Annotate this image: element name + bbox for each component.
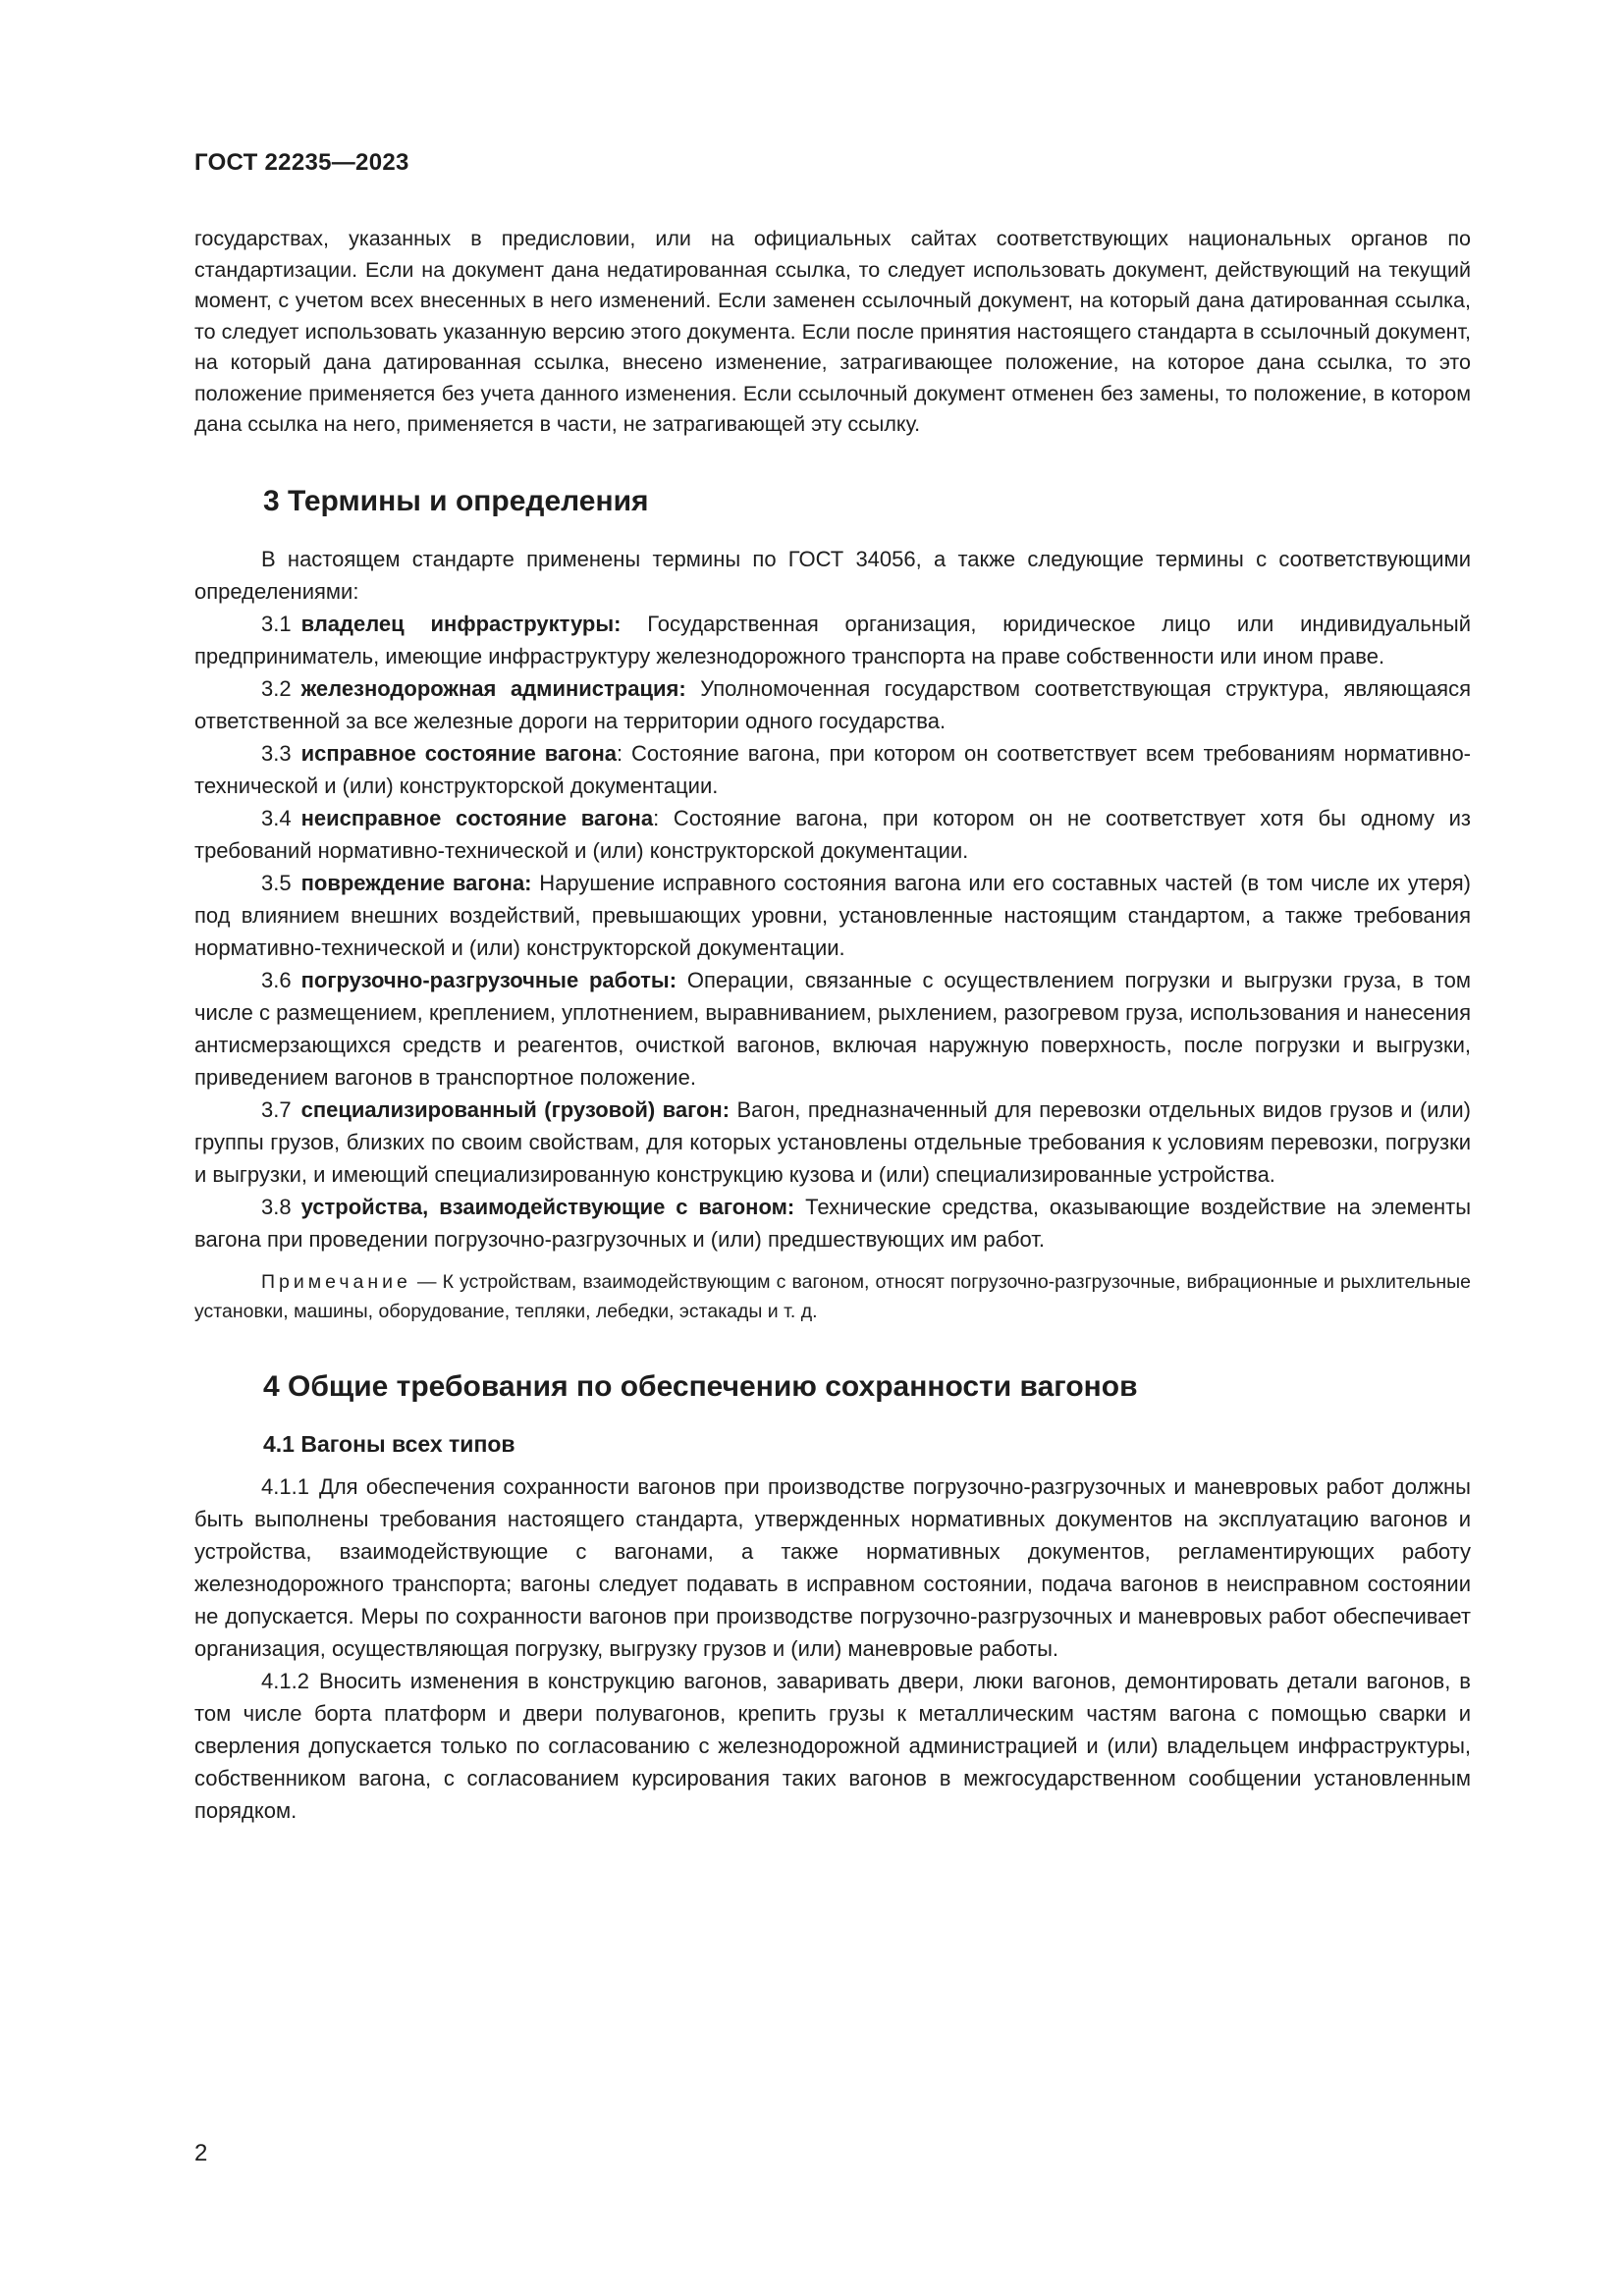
paragraph-4-1-1 xyxy=(194,1470,1471,1665)
page-number: 2 xyxy=(194,2140,208,2166)
term-definition: : Состояние вагона, при котором он соответствует всем требованиям нормативно-технической и (или) конструкторской документации. xyxy=(194,740,1472,798)
term-name: железнодорожная администрация: xyxy=(300,675,686,701)
term-3-7 xyxy=(194,1094,1471,1191)
section-4-title: 4 Общие требования по обеспечению сохранности вагонов xyxy=(263,1369,1138,1403)
paragraph-text: Для обеспечения сохранности вагонов при производстве погрузочно-разгрузочных и маневровых работ должны быть выполнены требования настоящего стандарта, утвержденных нормативных документов на эксплуатацию вагонов и устройства, взаимодействующие с вагонами, а также нормативных документов, регламентирующих работу железнодорожного транспорта; вагоны следует подавать в исправном состоянии, подача вагонов в неисправном состоянии не допускается. Меры по сохранности вагонов при производстве погрузочно-разгрузочных и маневровых работ обеспечивает организация, осуществляющая погрузку, выгрузку грузов и (или) маневровые работы. xyxy=(194,1473,1471,1661)
section-3-title: 3 Термины и определения xyxy=(263,484,649,517)
term-definition: Уполномоченная государством соответствующая структура, являющаяся ответственной за все железные дороги на территории одного государства. xyxy=(194,675,1472,733)
paragraph-number: 4.1.2 xyxy=(261,1668,309,1693)
section-3-lead: В настоящем стандарте применены термины по ГОСТ 34056, а также следующие термины с соответствующими определениями: xyxy=(194,546,1471,604)
term-name: специализированный (грузовой) вагон: xyxy=(300,1096,731,1122)
term-name: повреждение вагона: xyxy=(300,870,532,895)
paragraph-4-1-2 xyxy=(194,1665,1471,1827)
term-number: 3.1 xyxy=(261,611,292,636)
term-name: владелец инфраструктуры: xyxy=(300,611,622,636)
term-3-6 xyxy=(194,964,1471,1094)
term-number: 3.6 xyxy=(261,967,292,992)
intro-paragraph: государствах, указанных в предисловии, или на официальных сайтах соответствующих национальных органов по стандартизации. Если на документ дана недатированная ссылка, то следует использовать документ, действующий на текущий момент, с учетом всех внесенных в него изменений. Если заменен ссылочный документ, на который дана датированная ссылка, то следует использовать указанную версию этого документа. Если после принятия настоящего стандарта в ссылочный документ, на который дана датированная ссылка, внесено изменение, затрагивающее положение, на которое дана ссылка, то это положение применяется без учета данного изменения. Если ссылочный документ отменен без замены, то положение, в котором дана ссылка на него, применяется в части, не затрагивающей эту ссылку. xyxy=(194,227,1471,436)
term-3-3 xyxy=(194,737,1471,802)
term-name: исправное состояние вагона xyxy=(300,740,618,766)
term-3-8 xyxy=(194,1191,1471,1255)
paragraph-number: 4.1.1 xyxy=(261,1473,309,1499)
term-number: 3.4 xyxy=(261,805,292,830)
term-number: 3.8 xyxy=(261,1194,292,1219)
term-definition: Вагон, предназначенный для перевозки отдельных видов грузов и (или) группы грузов, близких по своим свойствам, для которых установлены отдельные требования к условиям перевозки, погрузки и выгрузки, и имеющий специализированную конструкцию кузова и (или) специализированные устройства. xyxy=(194,1096,1472,1187)
term-3-4 xyxy=(194,802,1471,867)
term-number: 3.3 xyxy=(261,740,292,766)
note-text: — К устройствам, взаимодействующим с вагоном, относят погрузочно-разгрузочные, вибрационные и рыхлительные установки, машины, оборудование, тепляки, лебедки, эстакады и т. д. xyxy=(194,1270,1471,1322)
paragraph-text: Вносить изменения в конструкцию вагонов, заваривать двери, люки вагонов, демонтировать детали вагонов, в том числе борта платформ и двери полувагонов, крепить грузы к металлическим частям вагона с помощью сварки и сверления допускается только по согласованию с железнодорожной администрацией и (или) владельцем инфраструктуры, собственником вагона, с согласованием курсирования таких вагонов в межгосударственном сообщении установленным порядком. xyxy=(194,1668,1471,1823)
document-body xyxy=(194,224,1471,1827)
term-3-1 xyxy=(194,608,1471,672)
term-number: 3.2 xyxy=(261,675,292,701)
document-header: ГОСТ 22235—2023 xyxy=(194,149,409,176)
term-name: устройства, взаимодействующие с вагоном: xyxy=(300,1194,795,1219)
note-label: Примечание xyxy=(261,1270,411,1293)
term-definition: Государственная организация, юридическое лицо или индивидуальный предприниматель, имеющие инфраструктуру железнодорожного транспорта на праве собственности или ином праве. xyxy=(194,611,1471,668)
term-note xyxy=(194,1267,1471,1326)
term-name: неисправное состояние вагона xyxy=(300,805,654,830)
term-definition: Технические средства, оказывающие воздействие на элементы вагона при проведении погрузочно-разгрузочных и (или) предшествующих им работ. xyxy=(194,1194,1472,1252)
subsection-4-1-title: 4.1 Вагоны всех типов xyxy=(263,1430,515,1457)
term-number: 3.7 xyxy=(261,1096,292,1122)
term-3-2 xyxy=(194,672,1471,737)
term-number: 3.5 xyxy=(261,870,292,895)
term-definition: Нарушение исправного состояния вагона или его составных частей (в том числе их утеря) под влиянием внешних воздействий, превышающих уровни, установленные настоящим стандартом, а также требования нормативно-технической и (или) конструкторской документации. xyxy=(194,870,1471,960)
term-name: погрузочно-разгрузочные работы: xyxy=(300,967,677,992)
term-3-5 xyxy=(194,867,1471,964)
term-definition: : Состояние вагона, при котором он не соответствует хотя бы одному из требований нормативно-технической и (или) конструкторской документации. xyxy=(194,805,1471,863)
term-definition: Операции, связанные с осуществлением погрузки и выгрузки груза, в том числе с размещением, креплением, уплотнением, выравниванием, рыхлением, разогревом груза, использования и нанесения антисмерзающихся средств и реагентов, очисткой вагонов, включая наружную поверхность, после погрузки и выгрузки, приведением вагонов в транспортное положение. xyxy=(194,967,1471,1090)
